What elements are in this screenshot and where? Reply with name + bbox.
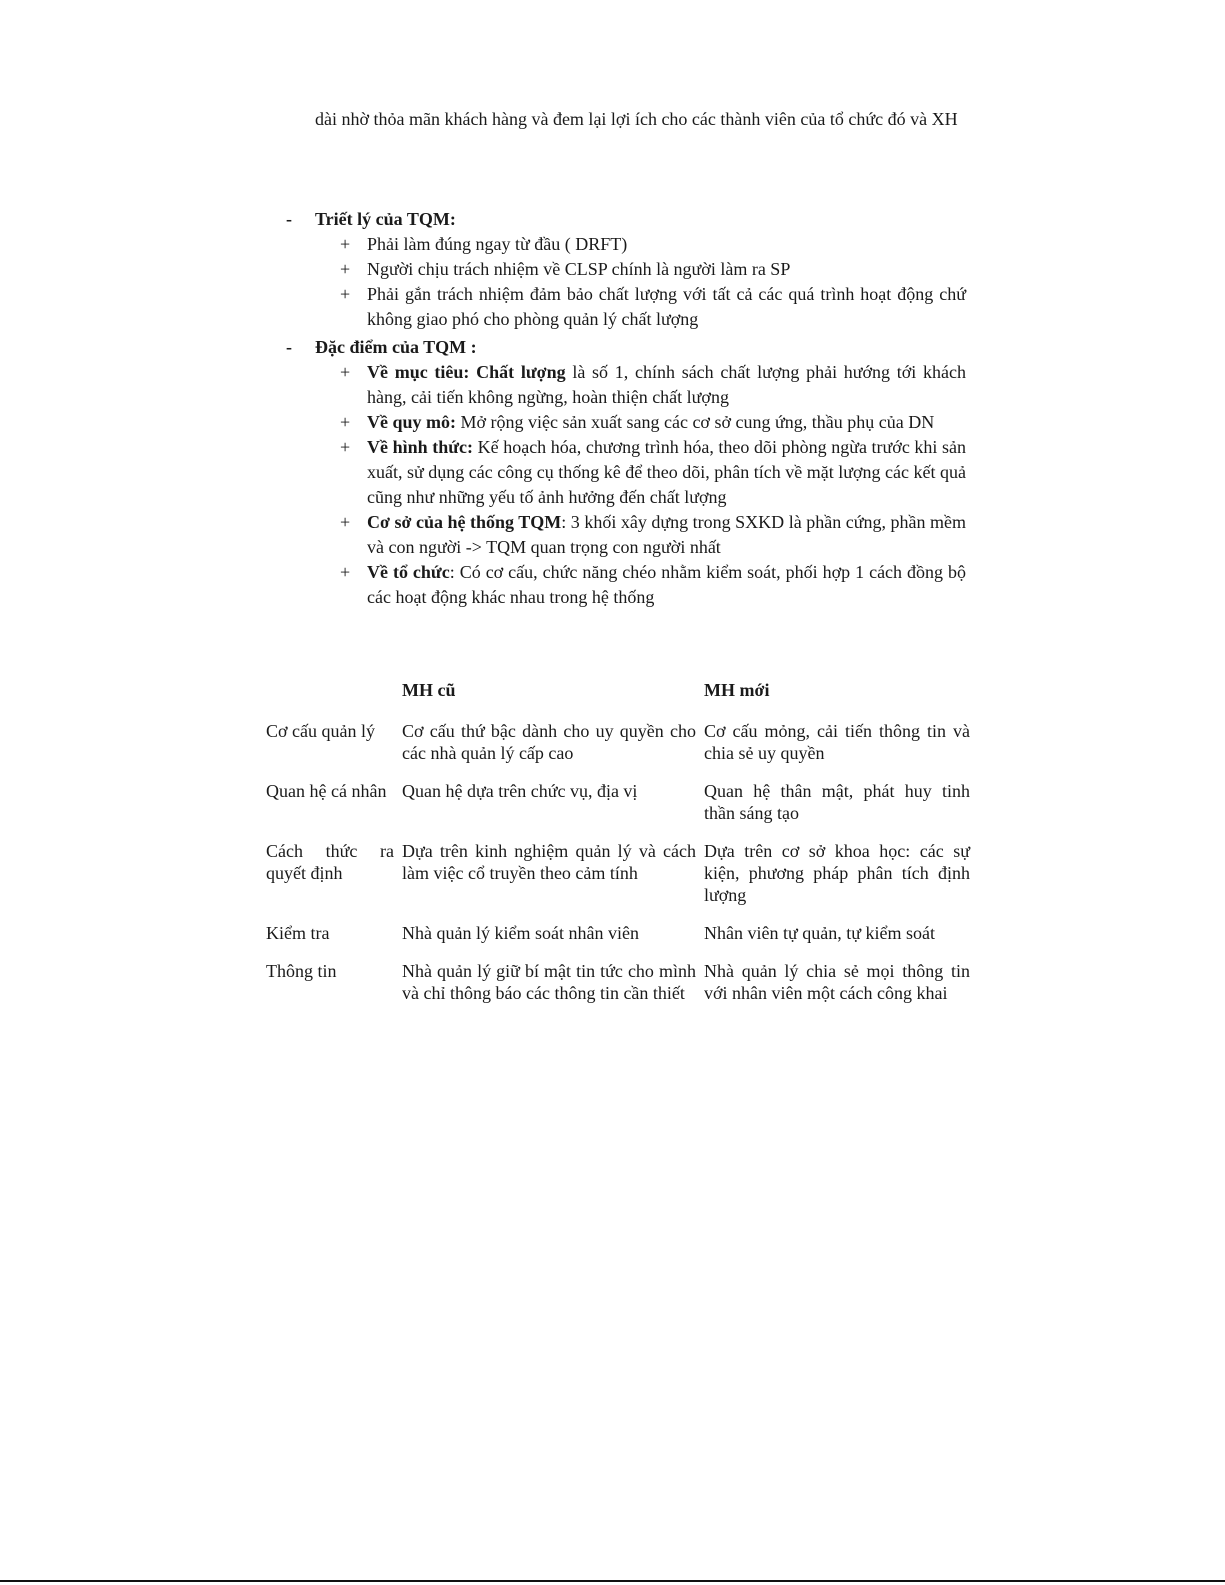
table-cell: Nhà quản lý giữ bí mật tin tức cho mình và chỉ thông báo các thông tin cần thiết <box>402 961 696 1003</box>
plus-bullet: + <box>340 362 351 382</box>
plus-bullet: + <box>340 437 351 457</box>
list-item-text: Người chịu trách nhiệm về CLSP chính là người làm ra SP <box>367 259 791 279</box>
bullet-dash: - <box>286 337 292 357</box>
table-cell: Cơ cấu mỏng, cải tiến thông tin và chia sẻ uy quyền <box>704 721 970 763</box>
table-header-row <box>262 674 974 715</box>
features-section <box>286 335 966 610</box>
feature-label: Cơ sở của hệ thống TQM <box>367 512 562 532</box>
feature-item <box>286 510 966 560</box>
plus-bullet: + <box>340 512 351 532</box>
philosophy-title: Triết lý của TQM: <box>315 209 456 229</box>
table-row <box>262 775 974 835</box>
feature-item <box>286 435 966 510</box>
list-item-text: Phải làm đúng ngay từ đầu ( DRFT) <box>367 234 628 254</box>
table-cell: Cách thức ra quyết định <box>266 841 394 883</box>
list-item-text: Phải gắn trách nhiệm đảm bảo chất lượng với tất cả các quá trình hoạt động chứ không giao phó cho phòng quản lý chất lượng <box>367 284 966 329</box>
table-row <box>262 917 974 955</box>
table-header-cell: MH mới <box>704 680 770 700</box>
table-cell: Quan hệ thân mật, phát huy tinh thần sáng tạo <box>704 781 970 823</box>
table-header-cell: MH cũ <box>402 680 456 700</box>
features-heading <box>286 335 966 360</box>
feature-text: Mở rộng việc sản xuất sang các cơ sở cung ứng, thầu phụ của DN <box>456 412 935 432</box>
feature-text: là số 1, chính sách chất lượng phải hướng tới khách hàng, cải tiến không ngừng, hoàn thiện chất lượng <box>367 362 966 407</box>
feature-item <box>286 410 966 435</box>
feature-item <box>286 360 966 410</box>
page-bottom-rule <box>0 1580 1225 1582</box>
table-cell: Nhân viên tự quản, tự kiểm soát <box>704 923 935 943</box>
table-cell: Dựa trên kinh nghiệm quản lý và cách làm việc cổ truyền theo cảm tính <box>402 841 696 883</box>
feature-label: Về tổ chức <box>367 562 450 582</box>
plus-bullet: + <box>340 234 351 254</box>
table-cell: Cơ cấu thứ bậc dành cho uy quyền cho các nhà quản lý cấp cao <box>402 721 696 763</box>
intro-paragraph: dài nhờ thỏa mãn khách hàng và đem lại lợi ích cho các thành viên của tổ chức đó và XH <box>315 109 958 129</box>
list-item <box>286 232 966 257</box>
list-item <box>286 257 966 282</box>
table-cell: Nhà quản lý kiểm soát nhân viên <box>402 923 639 943</box>
feature-text: : 3 khối xây dựng trong SXKD là phần cứng, phần mềm và con người -> TQM quan trọng con người nhất <box>367 512 966 557</box>
features-title: Đặc điểm của TQM : <box>315 337 477 357</box>
table-row <box>262 955 974 1015</box>
table-row <box>262 715 974 775</box>
plus-bullet: + <box>340 259 351 279</box>
table-cell: Quan hệ dựa trên chức vụ, địa vị <box>402 781 638 801</box>
table-header-cell <box>262 674 398 715</box>
table-cell: Cơ cấu quản lý <box>266 721 375 741</box>
feature-text: : Có cơ cấu, chức năng chéo nhằm kiểm soát, phối hợp 1 cách đồng bộ các hoạt động khác nhau trong hệ thống <box>367 562 966 607</box>
list-item <box>286 282 966 332</box>
bullet-dash: - <box>286 209 292 229</box>
philosophy-heading <box>286 207 966 232</box>
comparison-table <box>262 674 974 1015</box>
table-cell: Nhà quản lý chia sẻ mọi thông tin với nhân viên một cách công khai <box>704 961 970 1003</box>
plus-bullet: + <box>340 412 351 432</box>
plus-bullet: + <box>340 284 351 304</box>
feature-label: Về mục tiêu: Chất lượng <box>367 362 566 382</box>
feature-label: Về hình thức: <box>367 437 474 457</box>
table-cell: Dựa trên cơ sở khoa học: các sự kiện, phương pháp phân tích định lượng <box>704 841 970 905</box>
table-row <box>262 835 974 917</box>
table-cell: Thông tin <box>266 961 337 981</box>
feature-label: Về quy mô: <box>367 412 456 432</box>
philosophy-section <box>286 207 966 332</box>
feature-item <box>286 560 966 610</box>
feature-text: Kế hoạch hóa, chương trình hóa, theo dõi phòng ngừa trước khi sản xuất, sử dụng các công cụ thống kê để theo dõi, phân tích về mặt lượng các kết quả cũng như những yếu tố ảnh hưởng đến chất lượng <box>367 437 966 507</box>
table-cell: Quan hệ cá nhân <box>266 781 387 801</box>
plus-bullet: + <box>340 562 351 582</box>
table-cell: Kiểm tra <box>266 923 330 943</box>
philosophy-list <box>286 232 966 332</box>
